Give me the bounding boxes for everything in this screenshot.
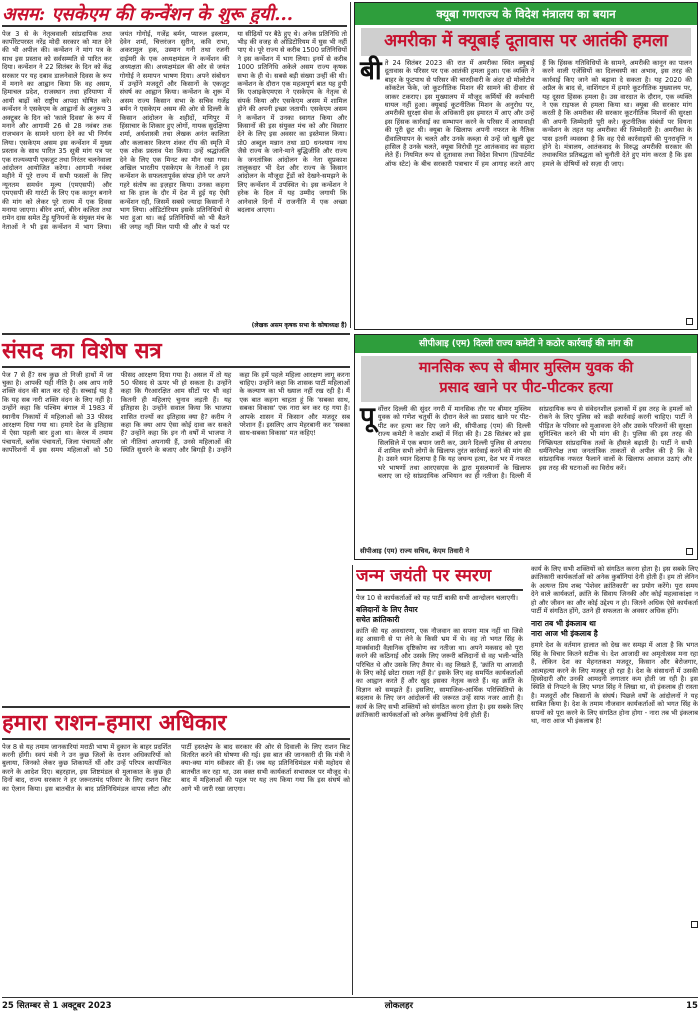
section-rule-left — [2, 333, 350, 335]
janm-rule — [356, 589, 523, 591]
sansad-rule — [2, 366, 350, 368]
ration-rule — [2, 738, 350, 740]
cuba-band: क्यूबा गणराज्य के विदेश मंत्रालय का बयान — [355, 3, 697, 25]
section-rule-left-2 — [2, 706, 350, 708]
cuba-headline: अमरीका में क्यूबाई दूतावास पर आतंकी हमला — [361, 28, 691, 56]
footer-rule — [2, 997, 698, 998]
janm-body: क्रांति की यह अवधारणा, एक नौजवान का सपना मात्र नहीं था जिसे वह आसानी से पा लेने के किसी भ्रम में थे। वह तो भगत सिंह के मार्क्सवादी वैज्ञानिक दृष्टिकोण का नतीजा था। अपने मकसद को पूरा करने की कठिनाई और उसके लिए जरूरी बलिदानों से वह भली-भांति परिचित थे और उसके लिए तैयार थे। वह लिखते हैं, 'क्रांति या आजादी के लिए कोई छोटा रास्ता नहीं है।' इसके लिए वह समर्पित कार्यकर्ताओं का आह्वान करते हैं और खुद इसका नेतृत्व करते हैं। वह क्रांति के विज्ञान को समझते हैं। इसलिए, सामाजिक-आर्थिक परिस्थितियों के बदलाव के लिए जन आंदोलनों की जरूरत उन्हें साफ नजर आती है। कार्य के लिए सभी शक्तियों को संगठित करना होता है। इस सबके लिए क्रांतिकारी कार्यकर्ताओं को अनेक कुर्बानियां देनी होती हैं। — [356, 626, 523, 719]
delhi-drop-cap: पू — [360, 402, 375, 432]
end-square-icon — [686, 548, 693, 555]
janm-subhead-4: नारा आज भी इंकलाब है — [531, 629, 598, 639]
delhi-article — [354, 334, 698, 560]
footer-date: 25 सितम्बर से 1 अक्टूबर 2023 — [2, 1001, 112, 1011]
janm-body-right: कार्य के लिए सभी शक्तियों को संगठित करना होता है। इस सबके लिए क्रांतिकारी कार्यकर्ताओं को अनेक कुर्बानियां देनी होती हैं। हम तो लेनिन के अत्यन्त प्रिय शब्द 'पेशेवर क्रांतिकारी' का प्रयोग करेंगे। पूरा समय देने वाले कार्यकर्ता, क्रांति के सिवाय जिनकी और कोई महत्वाकांक्षा न हो और जीवन का और कोई उद्देश्य न हो। जितने अधिक ऐसे कार्यकर्ता पार्टी में संगठित होंगे, उतने ही सफलता के अवसर अधिक होंगे। — [531, 565, 698, 616]
cuba-body: ते 24 सितंबर 2023 की रात में अमरीका स्थित क्यूबाई दूतावास के परिसर पर एक आतंकी हमला हुआ। एक व्यक्ति ने बाहर के फुटपाथ से परिसर की चारदीवारी के अंदर दो मोलोटोव कॉकटेल फेंके, जो कूटनीतिक मिशन की सामने की दीवार से जाकर टकराए। इस मुख्यालय में मौजूद कर्मियों की कर्मचारी घायल नहीं हुआ। क्यूबाई कूटनीतिक मिशन के अनुरोध पर, अमरीकी सुरक्षा सेवा के अधिकारी इस इमारत में आए और उन्हें इस हिंसक कार्रवाई का सम्भापन करने के परिसर में आयावाही की पूरी छूट थी। क्यूबा के खिलाफ अपनी नफरत के नैतिक दीवालियापन के चलते और उनके कब्ज़ा से उन्हें जो खुली छूट हासिल है उनके चलते, क्यूबा विरोधी गुट आतंकवाद का सहारा लेते हैं। नियमित रूप से दूतावास तथा विदेश विभाग (डिपार्टमेंट ऑफ स्टेट) के बीच सरकारी पत्राचार में हम आगाह करते आए हैं कि हिंसक गतिविधियों के सामने, अमरीकी कानून का पालन करने वाली एजेंसियों का दिलचस्पी का अभाव, इस तरह की कार्रवाई किए जाने को बढ़ावा दे सकता है। यह 2020 की अप्रैल के बाद से, वाशिंगटन में हमारे कूटनीतिक मुख्यालय पर, यह दूसरा हिंसक हमला है। उस वारदात के दौरान, एक व्यक्ति ने एक राइफल से हमला किया था। क्यूबा की सरकार मांग करती है कि अमरीका की सरकार कूटनीतिक मिशनों की सुरक्षा की अपनी जिम्मेदारी पूरी करे। कूटनीतिक संबंधों पर वियना कन्वेंशन के तहत यह अमरीका की जिम्मेदारी है। अमरीका के पास इतनी व्यवस्था है कि वह ऐसे कार्रवाइयों की पुनरावृत्ति न होने दे। मंत्रालय, आतंकवाद के विरुद्ध अमरीकी सरकार की तथाकथित प्रतिबद्धता को चुनौती देते हुए मांग करता है कि इस हमले के दोषियों को सज़ा दी जाए। — [384, 59, 692, 168]
janm-headline: जन्म जयंती पर स्मरण — [356, 566, 492, 586]
delhi-body: र्वोत्तर दिल्ली की सुंदर नगरी में मानसिक तौर पर बीमार मुस्लिम युवक को गणेश चतुर्थी के दौरान केले का प्रसाद खाने पर पीट-पीट कर हत्या कर दिए जाने की, सीपीआइ (एम) की दिल्ली राज्य कमेटी ने कठोर शब्दों में निंदा की है। 28 सितंबर को इस सिलसिले में एक बयान जारी कर, उसने दिल्ली पुलिस से अपराध में शामिल सभी लोगों के खिलाफ तुरंत कार्रवाई करने की मांग की है। उसने ध्यान दिलाया है कि यह जघन्य हत्या, देश भर में नफरत भरे भाषणों तथा आरएसएस के द्वारा मुसलमानों के खिलाफ चलाए जा रहे सांप्रदायिक अभियान का ही नतीजा है। दिल्ली में सांप्रदायिक रूप से संवेदनशील इलाकों में इस तरह के हमलों को रोकने के लिए पुलिस को कड़ी कार्रवाई करनी चाहिए। पार्टी ने पीड़ित के परिवार को मुआवजा देने और उसके परिजनों की सुरक्षा सुनिश्चित करने की भी मांग की है। पुलिस की इस तरह की निष्क्रियता सांप्रदायिक तत्वों के हौसले बढ़ाती है। पार्टी ने सभी धर्मनिरपेक्ष तथा जनतांत्रिक ताकतों से अपील की है कि वे सांप्रदायिक नफरत फैलाने वालों के खिलाफ आवाज उठाएं और इस तरह की घटनाओं का विरोध करें। — [377, 405, 692, 481]
janm-intro: पेज 10 से कार्यकर्ताओं को यह पार्टी बाकी सभी आन्दोलन चलाएगी। — [356, 593, 518, 602]
cuba-article — [354, 2, 698, 330]
assam-rule — [2, 25, 347, 27]
delhi-headline-line1: मानसिक रूप से बीमार मुस्लिम युवक की — [418, 359, 634, 376]
sansad-article — [2, 338, 350, 703]
assam-body: पेज 3 से के नेतृत्ववाली सांप्रदायिक तथा कार्पोरेटपरस्त नरेंद्र मोदी सरकार को मात देने की भी अपील की। कन्वेंशन ने मांग पत्र के साथ इस प्रस्ताव को सर्वसम्मति से पारित कर दिया। कन्वेंशन ने 22 सितंबर के दिन को केंद्र सरकार पर यह दबाव डालनेवाले दिवस के रूप में मनाने का आह्वान किया कि वह असम, हिमाचल प्रदेश, राजस्थान तथा हरियाणा में आयी बाढ़ों को राष्ट्रीय आपदा घोषित करे। कन्वेंशन ने एसकेएम के आह्वानों के अनुरूप 3 अक्टूबर के दिन को 'काले दिवस' के रूप में मनाने और आगामी 26 से 28 नवंबर तक राजभवन के सामने धरना देने का भी निर्णय लिया। एसकेएम असम इस कन्वेंशन में मुख्य प्रस्ताव के साथ पारित 35 सूत्री मांग पत्र पर एक राज्यव्यापी एकजुट तथा निरंतर चलनेवाला आंदोलन आयोजित करेगा। आगामी नवंबर महीने में पूरे राज्य में सभी फसलों के लिए न्यूनतम समर्थन मूल्य (एमएसपी) और एमएसपी की गारंटी के लिए एक कानून बनाने की मांग को लेकर पूरे राज्य में एक दिवस मनाया जाएगा। बीरेन शर्मा, बीरेन कलिता तथा रामेन दास समेत टेंड्रु यूनियनों के संयुक्त मंच के नेताओं ने भी इस कन्वेंशन में भाग लिया। जयंत गोगोई, गजेंद्र बर्मन, प्यारुल इस्लाम, देवेन शर्मा, चित्तरंजन सुरीन, कवि राभा, अकरामुल हक, उस्मान गनी तथा रजनी दाईमरी के एक अध्यक्षमंडल ने कन्वेंशन की अध्यक्षता की। अध्यक्षमंडल की ओर से जयंत गोगोई ने समापन भाषण दिया। अपने संबोधन में उन्होंने मजदूरों और किसानों के एकजुट संघर्ष का आह्वान किया। कन्वेंशन के शुरू में असम राज्य किसान सभा के सचिव गजेंद्र बर्मन ने एसकेएम असम की ओर से दिल्ली के किसान आंदोलन के शहीदों, मणिपुर में हिंसाचार के शिकार हुए लोगों, गायक सुदक्षिणा शर्मा, अर्थशास्त्री तथा लेखक अनंत कालिता और कलाकार किरण शंकर रॉय की स्मृति में एक शोक प्रस्ताव पेश किया। उन्हें श्रद्धांजलि देने के लिए एक मिनट का मौन रखा गया। अखिल भारतीय एसकेएम के नेताओं ने इस कन्वेंशन के सफलतापूर्वक संपन्न होने पर अपने गहरे संतोष का इज़हार किया। उनका कहना था कि हाल के दौर में देश में हुई यह ऐसी कन्वेंशन रही, जिसमें सबसे ज्यादा किसानों ने भाग लिया। ऑडिटोरियम इसके प्रतिनिधियों से भरा हुआ था। कई प्रतिनिधियों को भी बैठने की जगह नहीं मिल पायी थी और वे फर्श पर या सीढ़ियों पर बैठे हुए थे। अनेक प्रतिनिधि तो भीड़ की वजह से ऑडिटोरियम में घुस भी नहीं पाए थे। पूरे राज्य से करीब 1500 प्रतिनिधियों ने इस कन्वेंशन में भाग लिया। इनमें से करीब 1000 प्रतिनिधि अकेले असम राज्य कृषक सभा के ही थे। सबसे बड़ी संख्या उन्हीं की थी। कन्वेंशन के दौरान एक महत्वपूर्ण बात यह हुयी कि एआइकेएमएस ने एसकेएम के नेतृत्व से संपर्क किया और एसकेएम असम में शामिल होने की अपनी इच्छा जतायी। एसकेएम असम ने कन्वेंशन में उनका स्वागत किया और किसानों की इस संयुक्त मंच को और विस्तार देने के लिए इस अवसर का इस्तेमाल किया। प्रो0 अब्दुल मन्नान तथा डा0 धनश्याम नाथ जैसे राज्य के जाने-माने बुद्धिजीवि और राज्य के जनतांत्रिक आंदोलन के नेता सुप्रकाश तालुकदार भी देश और राज्य के किसान आंदोलन के मौजूदा ट्रेंडों को देखने-समझने के लिए कन्वेंशन में उपस्थित थे। इस कन्वेंशन ने हरेक के दिल में यह उम्मीद जगायी कि आनेवाले दिनों में राजनीति में एक अच्छा बदलाव आएगा। — [2, 29, 347, 231]
column-divider-bottom — [352, 565, 353, 995]
assam-byline: (लेखक असम कृषक सभा के कोषाध्यक्ष हैं) — [251, 321, 347, 329]
janm-body-right-2: हमारे देश के वर्तमान हालात को देख कर समझ में आता है कि भगत सिंह के विचार कितने सटीक थे। देश आजादी का अमृतोत्सव मना रहा है, लेकिन देश का मेहनतकश मजदूर, किसान और बेरोजगार, आत्महत्या करने के लिए मजबूर हो रहा है। देश के संसाधनों में उसकी हिस्सेदारी और उनकी आमदनी लगातार कम होती जा रही है। इस स्थिति से निपटने के लिए भगत सिंह ने लिखा था, वो इंकलाब ही रास्ता है। मजदूरों और किसानों के संघर्ष। पिछले वर्षों के आंदोलनों ने यह साबित किया है। देश के तमाम नौजवान कार्यकर्ताओं को भगत सिंह के सपनों को पूरा करने के लिए संगठित होना होगा - नारा तब भी इंकलाब था, नारा आज भी इंकलाब है! — [531, 641, 698, 726]
ration-headline: हमारा राशन-हमारा अधिकार — [2, 710, 227, 736]
cuba-drop-cap: बी — [360, 56, 382, 86]
delhi-headline-line2: प्रसाद खाने पर पीट-पीटकर हत्या — [439, 379, 613, 396]
ration-article — [2, 710, 350, 995]
sansad-headline: संसद का विशेष सत्र — [2, 338, 162, 364]
footer-publication: लोकलहर — [384, 1001, 413, 1011]
ration-body: पेज 8 से यह तमाम जानकारियां मराठी भाषा में दुकान के बाहर प्रदर्शित करनी होंगी। स्वयं मंत्री ने उन कुछ जिलों के राशन अधिकारियों को बुलाया, जिनको लेकर कुछ शिकायतें थीं और उन्हें परिपत्र कार्यान्वित करने के आदेश दिए। बहरहाल, इस शिष्टमंडल से मुलाकात के कुछ ही दिनों बाद, राज्य सरकार ने हर जरूरतमंद परिवार के लिए राशन किट का ऐलान किया। इस बातचीत के बाद प्रतिनिधिमंडल वापस लौटा और पार्टी हस्तक्षेप के बाद सरकार की ओर से दिवाली के लिए राशन किट वितरित करने की घोषणा की गई। इस बात की जानकारी दी कि मंत्री ने क्या-क्या मांग स्वीकार की हैं। जब यह प्रतिनिधिमंडल मंत्री महोदय से बातचीत कर रहा था, उस वक्त सभी कार्यकर्ता सभास्थल पर मौजूद थे। बाद में महिलाओं की पहल पर यह तय किया गया कि इस संघर्ष को आगे भी जारी रखा जाएगा। — [2, 742, 350, 793]
footer-page-number: 15 — [686, 1000, 698, 1011]
column-divider-top — [350, 2, 351, 328]
sansad-body: पेज 7 से हैं? सच कुछ तो निजी हाथों में जा चुका है। आपकी यही नीति है। अब आप नारी शक्ति वंदन की बात कर रहे हैं। सच्चाई यह है कि यह सब नारी शक्ति वंदन के लिए नहीं है। उन्होंने कहा कि पश्चिम बंगाल में 1983 में स्थानीय निकायों में महिलाओं को 33 फीसद आरक्षण दिया गया था। हमारे देश के इतिहास में ऐसा पहली बार हुआ था। केरल में तमाम पंचायतों, ब्लॉक पंचायतों, जिला पंचायतों और कार्पोरेशनों में इस समय महिलाओं को 50 फीसद आरक्षण दिया गया है। असल में तो यह 50 फीसद से ऊपर भी हो सकता है। उन्होंने कहा कि गैरआरक्षित आम सीटों पर भी वहां कितनी ही महिलाएं चुनाव लड़ती हैं। यह इतिहास है। उन्होंने सवाल किया कि भाजपा शासित राज्यों का इतिहास क्या है? करीम ने कहा कि क्या आप ऐसा कोई दावा कर सकते हैं? उन्होंने कहा कि इन नौ वर्षों में भाजपा ने जो नीतियां अपनायी हैं, उनसे महिलाओं की स्थिति सुधरने के बजाए और बिगड़ी है। उन्होंने कहा कि हमें पहले महिला आरक्षण लागू करना चाहिए। उन्होंने कहा कि शासक पार्टी महिलाओं के कल्याण का भी ख्याल नहीं रख रही है। मैं एक बात कहना चाहता हूं कि 'सबका साथ, सबका विकास' एक नारा बन कर रह गया है। आपके शासन में किसान और मजदूर सब परेशान हैं। इसलिए आप मेहरबानी कर 'सबका साथ-सबका विकास' मत कहिए! — [2, 370, 350, 455]
assam-headline: असम: एसकेएम की कन्वेंशन के शुरू हुयी... — [2, 4, 294, 24]
delhi-headline — [361, 356, 691, 402]
janm-subhead-3: नारा तब भी इंकलाब था — [531, 619, 596, 629]
end-square-icon — [691, 921, 698, 928]
janm-article — [356, 565, 698, 995]
assam-article — [2, 2, 347, 330]
delhi-band: सीपीआइ (एम) दिल्ली राज्य कमेटी ने कठोर कार्रवाई की मांग की — [355, 335, 697, 353]
janm-subhead-1: बलिदानों के लिए तैयार — [356, 604, 418, 614]
end-square-icon — [686, 318, 693, 325]
footer — [2, 999, 698, 1012]
janm-subhead-2: सचेत क्रांतिकारी — [356, 614, 400, 624]
delhi-byline: सीपीआइ (एम) राज्य सचिव, केएम तिवारी ने — [360, 547, 470, 555]
